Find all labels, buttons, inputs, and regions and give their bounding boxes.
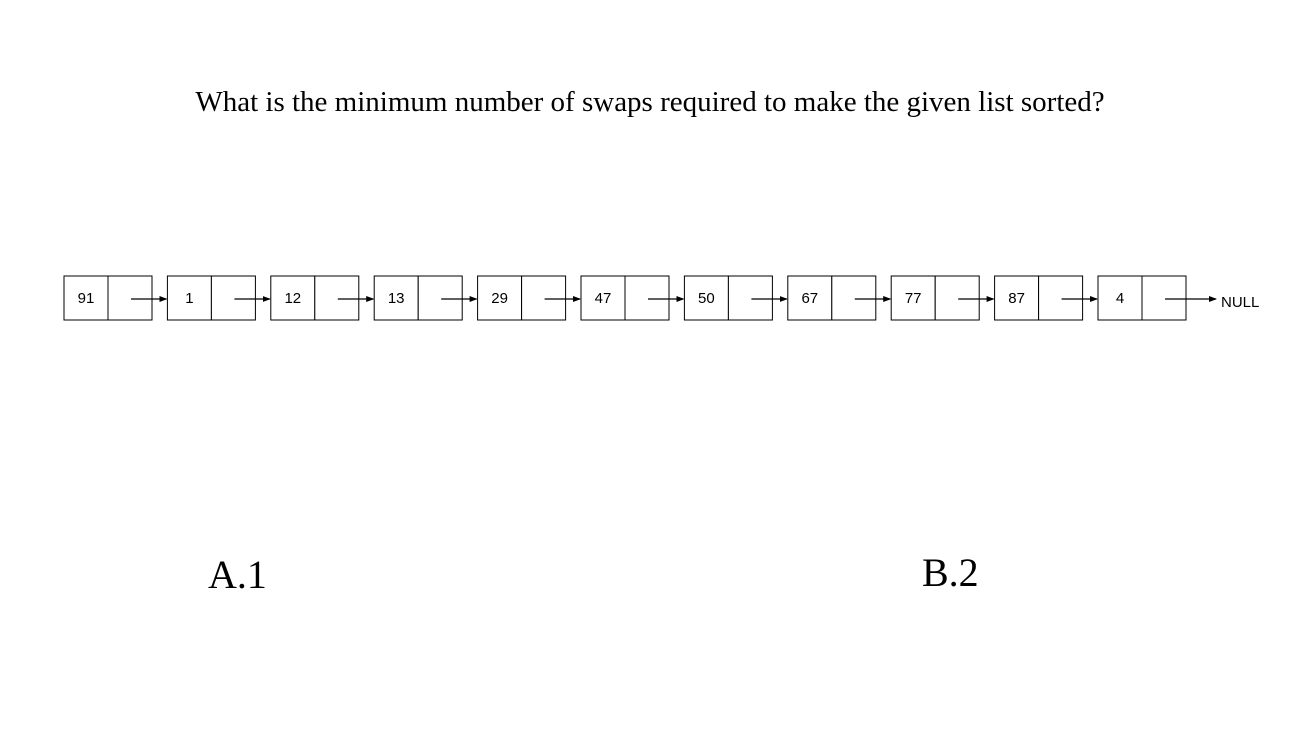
list-node [684,276,786,320]
node-value: 67 [801,290,819,307]
node-value: 47 [594,290,612,307]
node-pointer-cell [1142,276,1186,320]
list-node [167,276,269,320]
node-pointer-cell [832,276,876,320]
node-value: 4 [1115,290,1125,307]
node-pointer-cell [1039,276,1083,320]
node-value: 91 [77,290,95,307]
list-node [891,276,993,320]
node-pointer-cell [211,276,255,320]
list-node [64,276,166,320]
node-pointer-cell [418,276,462,320]
node-value: 29 [491,290,508,307]
node-value: 12 [284,290,302,307]
list-node [788,276,890,320]
node-pointer-cell [728,276,772,320]
node-pointer-cell [522,276,566,320]
node-pointer-cell [935,276,979,320]
question-text: What is the minimum number of swaps required to make the given list sorted? [195,86,1105,118]
node-pointer-cell [108,276,152,320]
node-value: 1 [185,290,194,307]
node-value: 77 [904,290,922,307]
list-node [271,276,373,320]
node-pointer-cell [625,276,669,320]
null-label: NULL [1221,294,1260,311]
list-node [995,276,1097,320]
list-node [1098,276,1216,320]
node-pointer-cell [315,276,359,320]
node-value: 50 [698,290,715,307]
list-node [478,276,580,320]
list-node [374,276,476,320]
node-value: 13 [387,290,405,307]
node-value: 87 [1008,290,1025,307]
option-b[interactable]: B.2 [922,550,979,595]
list-node [581,276,683,320]
option-a[interactable]: A.1 [208,552,267,597]
